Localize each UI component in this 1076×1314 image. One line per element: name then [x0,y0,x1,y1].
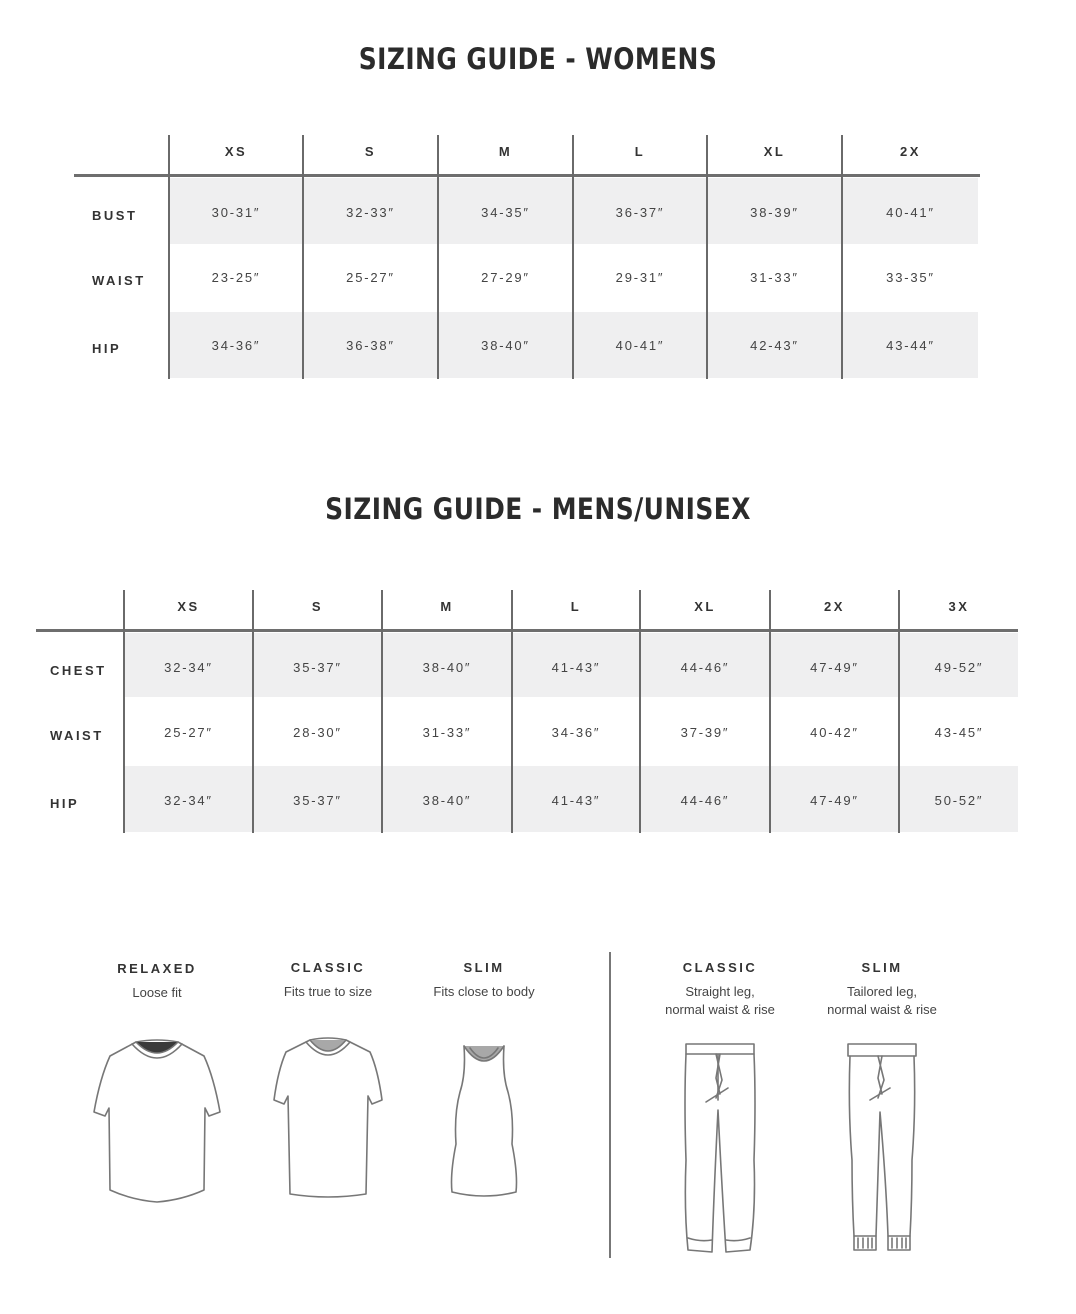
womens-header-s: S [364,144,377,159]
fit-desc: Fits close to body [433,984,535,999]
fit-name: SLIM [463,960,505,975]
womens-cell: 38-40″ [481,338,530,353]
womens-header-m: M [498,144,513,159]
mens-cell: 32-34″ [164,660,213,675]
womens-cell: 38-39″ [750,205,799,220]
mens-cell: 44-46″ [680,660,730,675]
mens-header-m: M [440,599,454,614]
womens-cell: 34-35″ [481,205,530,220]
fit-classic-bottom [640,958,800,1019]
womens-cell: 36-38″ [346,338,395,353]
womens-cell: 30-31″ [211,205,261,220]
womens-cell: 25-27″ [346,270,395,285]
mens-cell: 47-49″ [810,793,859,808]
mens-header-s: S [311,599,324,614]
womens-cell: 42-43″ [750,338,799,353]
mens-row-label-chest: CHEST [50,663,107,678]
mens-cell: 43-45″ [934,725,984,740]
mens-cell: 38-40″ [422,793,472,808]
mens-header-3x: 3X [948,599,970,614]
mens-header-2x: 2X [824,599,845,614]
mens-cell: 31-33″ [422,725,472,740]
fit-slim-top [404,958,564,1001]
fit-name: CLASSIC [290,960,366,975]
mens-header-xs: XS [177,599,200,614]
womens-row-label-waist: WAIST [92,273,146,288]
mens-cell: 32-34″ [164,793,213,808]
mens-cell: 44-46″ [680,793,730,808]
womens-header-rule [74,174,980,177]
womens-header-xs: XS [224,144,248,159]
womens-row-label-bust: BUST [92,208,138,223]
mens-header-l: L [570,599,582,614]
womens-cell: 34-36″ [211,338,261,353]
womens-cell: 33-35″ [886,270,935,285]
mens-cell: 25-27″ [164,725,213,740]
mens-cell: 41-43″ [551,660,601,675]
mens-cell: 34-36″ [551,725,601,740]
fit-desc: Fits true to size [283,984,373,999]
fit-divider [609,952,611,1258]
womens-header-2x: 2X [900,144,921,159]
fit-name: SLIM [861,960,903,975]
womens-cell: 40-41″ [615,338,665,353]
mens-row-label-waist: WAIST [50,728,104,743]
mens-header-xl: XL [694,599,716,614]
womens-cell: 36-37″ [615,205,665,220]
fit-relaxed [82,959,232,1002]
classic-tee-icon [272,1036,384,1200]
womens-row-label-hip: HIP [92,341,122,356]
mens-cell: 35-37″ [293,660,342,675]
relaxed-tee-icon [92,1038,222,1204]
fit-desc: Straight leg, normal waist & rise [665,984,775,1017]
mens-cell: 41-43″ [551,793,601,808]
slim-pants-icon [846,1040,918,1256]
mens-cell: 35-37″ [293,793,342,808]
womens-cell: 27-29″ [481,270,530,285]
womens-cell: 40-41″ [886,205,935,220]
mens-cell: 49-52″ [934,660,984,675]
mens-cell: 28-30″ [293,725,342,740]
mens-cell: 37-39″ [680,725,730,740]
fit-name: RELAXED [117,961,197,976]
mens-row-label-hip: HIP [50,796,80,811]
womens-cell: 32-33″ [346,205,395,220]
slim-tank-icon [448,1044,520,1198]
womens-cell: 29-31″ [615,270,665,285]
mens-cell: 47-49″ [810,660,859,675]
womens-cell: 31-33″ [750,270,799,285]
mens-title: SIZING GUIDE - MENS/UNISEX [325,492,751,526]
mens-cell: 38-40″ [422,660,472,675]
mens-cell: 50-52″ [934,793,984,808]
mens-header-rule [36,629,1018,632]
fit-desc: Tailored leg, normal waist & rise [827,984,937,1017]
womens-cell: 23-25″ [211,270,261,285]
fit-name: CLASSIC [682,960,758,975]
mens-cell: 40-42″ [810,725,859,740]
womens-title: SIZING GUIDE - WOMENS [358,42,718,76]
womens-cell: 43-44″ [886,338,935,353]
fit-slim-bottom [802,958,962,1019]
womens-header-xl: XL [763,144,786,159]
womens-header-l: L [634,144,646,159]
classic-pants-icon [680,1040,760,1256]
fit-desc: Loose fit [132,985,182,1000]
fit-classic-top [253,958,403,1001]
